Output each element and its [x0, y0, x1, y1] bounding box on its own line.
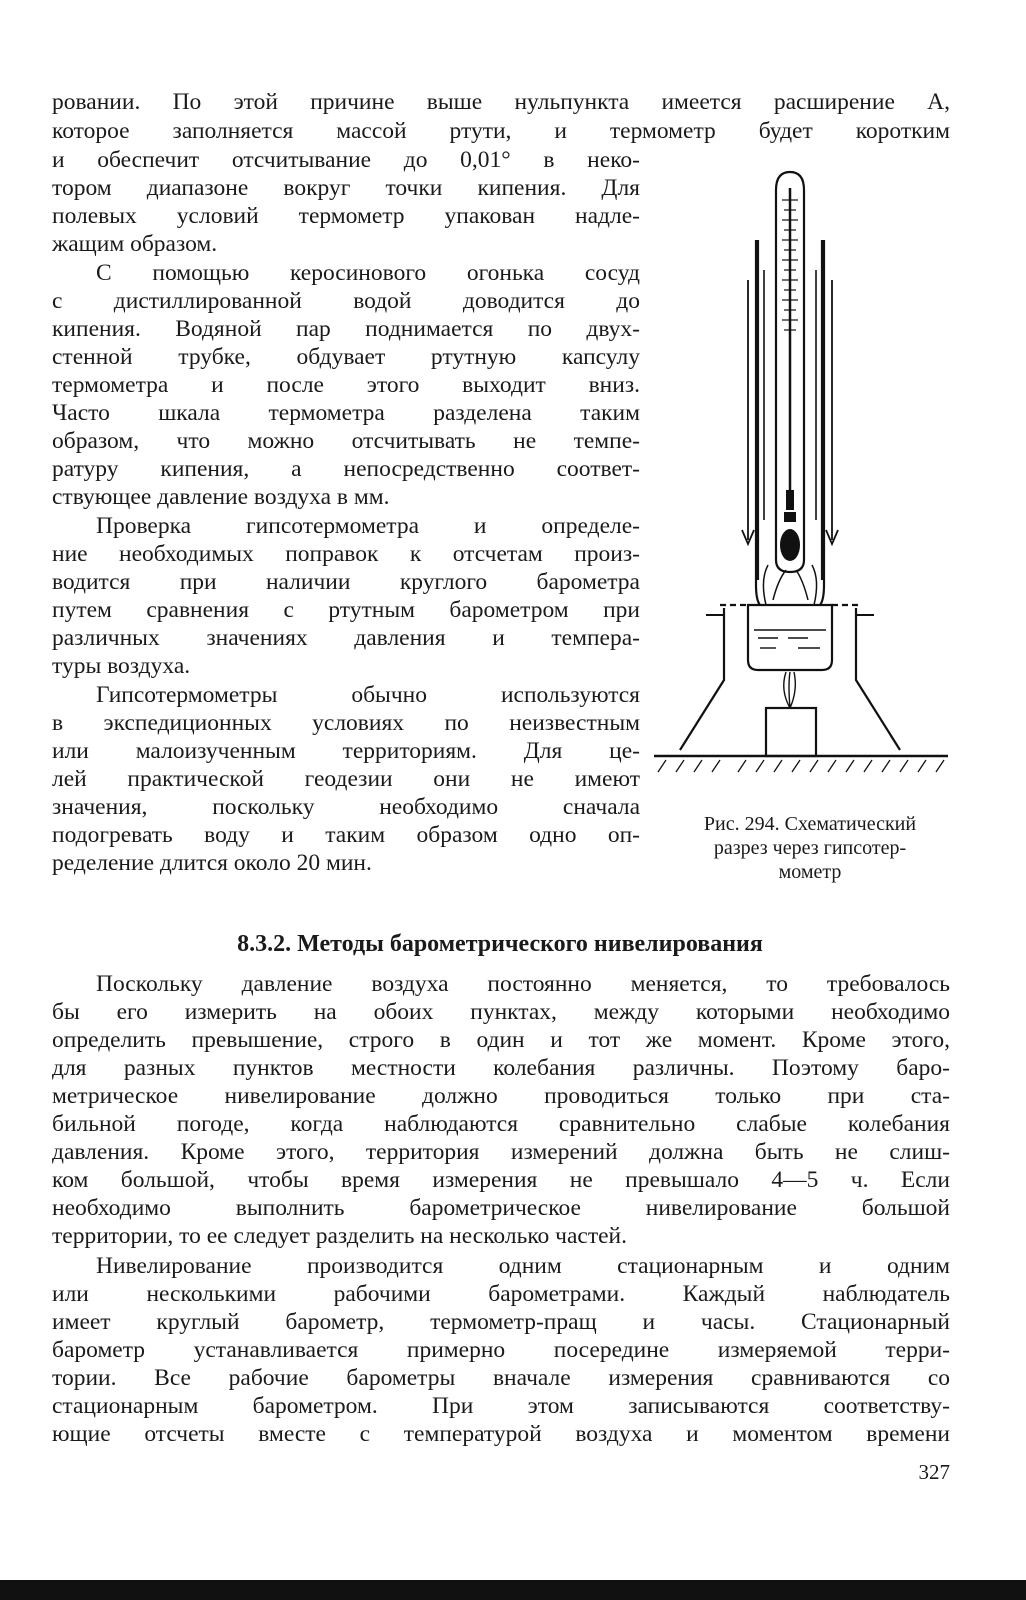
text-line: необходимо выполнить барометрическое нивелирование большой	[52, 1195, 950, 1221]
text-line: ратуру кипения, а непосредственно соответ-	[52, 456, 640, 482]
text-line: ние необходимых поправок к отсчетам произ-	[52, 541, 640, 567]
hypsothermometer-figure	[648, 160, 958, 800]
flame-icon	[784, 672, 796, 708]
text-line: или несколькими рабочими барометрами. Каждый наблюдатель	[52, 1281, 950, 1307]
text-line: различных значениях давления и темпера-	[52, 625, 640, 651]
text-line: путем сравнения с ртутным барометром при	[52, 597, 640, 623]
text-line: термометра и после этого выходит вниз.	[52, 372, 640, 398]
text-line: лей практической геодезии они не имеют	[52, 766, 640, 792]
text-line: имеет круглый барометр, термометр-пращ и часы. Стационарный	[52, 1309, 950, 1335]
text-line: ровании. По этой причине выше нульпункта имеется расширение А,	[52, 89, 950, 115]
text-line: и обеспечит отсчитывание до 0,01° в неко-	[52, 147, 640, 173]
section-heading: 8.3.2. Методы барометрического нивелирования	[237, 931, 763, 957]
text-line: которое заполняется массой ртути, и термометр будет коротким	[52, 118, 950, 144]
caption-line: Рис. 294. Схематический	[703, 813, 917, 835]
text-line: в экспедиционных условиях по неизвестным	[52, 710, 640, 736]
page-number: 327	[918, 1460, 950, 1484]
text-line: барометр устанавливается примерно посередине измеряемой терри-	[52, 1337, 950, 1363]
text-line: кипения. Водяной пар поднимается по двух-	[52, 316, 640, 342]
text-line: образом, что можно отсчитывать не темпе-	[52, 428, 640, 454]
paragraph-first-line: Гипсотермометры обычно используются	[96, 682, 640, 708]
text-line: территории, то ее следует разделить на несколько частей.	[52, 1223, 627, 1249]
text-line: подогревать воду и таким образом одно оп-	[52, 822, 640, 848]
text-line: с дистиллированной водой доводится до	[52, 288, 640, 314]
text-line: Часто шкала термометра разделена таким	[52, 400, 640, 426]
paragraph-first-line: Нивелирование производится одним стационарным и одним	[96, 1253, 950, 1279]
paragraph-first-line: Проверка гипсотермометра и определе-	[96, 513, 640, 539]
paragraph-first-line: Поскольку давление воздуха постоянно меняется, то требовалось	[96, 971, 950, 997]
text-line: тории. Все рабочие барометры вначале измерения сравниваются со	[52, 1365, 950, 1391]
caption-line: разрез через гипсотер-	[713, 837, 907, 859]
text-line: жащим образом.	[52, 231, 218, 257]
scan-edge-bar	[0, 1580, 1026, 1600]
figure-caption	[660, 812, 960, 884]
text-line: бильной погоде, когда наблюдаются сравнительно слабые колебания	[52, 1111, 950, 1137]
paragraph-first-line: С помощью керосинового огонька сосуд	[96, 260, 640, 286]
text-line: метрическое нивелирование должно проводиться только при ста-	[52, 1083, 950, 1109]
text-line: водится при наличии круглого барометра	[52, 569, 640, 595]
caption-line: мометр	[778, 861, 842, 883]
text-line: значения, поскольку необходимо сначала	[52, 794, 640, 820]
text-line: стенной трубке, обдувает ртутную капсулу	[52, 344, 640, 370]
text-line: тором диапазоне вокруг точки кипения. Для	[52, 175, 640, 201]
text-line: ределение длится около 20 мин.	[52, 850, 372, 876]
text-line: определить превышение, строго в один и тот же момент. Кроме этого,	[52, 1027, 950, 1053]
text-line: ствующее давление воздуха в мм.	[52, 484, 390, 510]
text-line: ющие отсчеты вместе с температурой воздуха и моментом времени	[52, 1421, 950, 1447]
text-line: давления. Кроме этого, территория измерений должна быть не слиш-	[52, 1139, 950, 1165]
text-line: для разных пунктов местности колебания различны. Поэтому баро-	[52, 1055, 950, 1081]
text-line: стационарным барометром. При этом записываются соответству-	[52, 1393, 950, 1419]
text-line: полевых условий термометр упакован надле-	[52, 203, 640, 229]
text-line: ком большой, чтобы время измерения не превышало 4—5 ч. Если	[52, 1167, 950, 1193]
text-line: или малоизученным территориям. Для це-	[52, 738, 640, 764]
text-line: туры воздуха.	[52, 653, 191, 679]
text-line: бы его измерить на обоих пунктах, между которыми необходимо	[52, 999, 950, 1025]
mercury-capsule	[780, 529, 800, 561]
kerosene-lamp	[766, 708, 816, 756]
